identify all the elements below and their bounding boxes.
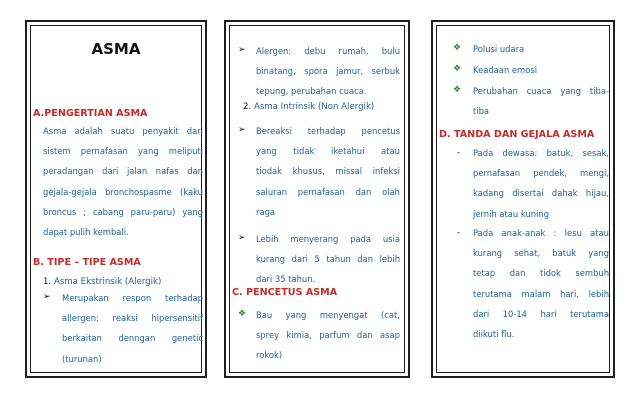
arrow-bullet-icon: ➢ xyxy=(43,292,51,302)
age-description xyxy=(256,229,400,290)
subtype-1-description xyxy=(62,288,203,369)
text-line: Alergen: debu rumah, bulu xyxy=(256,46,400,56)
text-line: rokok) xyxy=(256,350,283,361)
text-line: saluran pernafasan dan olah xyxy=(256,186,400,197)
allergen-list xyxy=(256,41,400,102)
symptom-child xyxy=(473,223,609,344)
diamond-bullet-icon: ❖ xyxy=(453,43,462,53)
subtype-2-text: Asma Intrinsik (Non Alergik) xyxy=(253,102,375,112)
text-line: allergen; reaksi hipersensitif xyxy=(62,313,203,324)
text-line: Polusi udara xyxy=(473,44,525,54)
dash-bullet-icon: - xyxy=(457,228,461,238)
section-c-heading: C. PENCETUS ASMA xyxy=(232,287,338,298)
diamond-bullet-icon: ❖ xyxy=(453,85,462,95)
subtype-1-label xyxy=(43,277,161,287)
dash-bullet-icon: - xyxy=(457,148,461,158)
text-line: terutama malam hari, lebih xyxy=(473,288,609,299)
text-line: sistem pernafasan yang meliputi xyxy=(43,146,203,157)
subtype-1-text: Asma Ekstrinsik (Alergik) xyxy=(53,277,162,287)
subtype-2-number: 2. xyxy=(243,102,252,112)
arrow-bullet-icon: ➢ xyxy=(238,45,246,55)
text-line: gejala-gejala bronchospasme (kaku xyxy=(43,186,203,197)
text-line: sprey kimia, parfum dan asap xyxy=(256,330,400,341)
text-line: tepung, perubahan cuaca. xyxy=(256,86,367,97)
text-line: peradangan dari jalan nafas dan xyxy=(43,166,203,177)
text-line: Lebih menyerang pada usia xyxy=(256,234,400,244)
text-line: kurang dari 5 tahun dan lebih xyxy=(256,254,400,265)
text-line: tiba xyxy=(473,106,490,117)
text-line: tiodak khusus, missal infeksi xyxy=(256,166,400,177)
text-line: (turunan) xyxy=(62,353,102,364)
leaflet-panel-3 xyxy=(431,20,615,378)
arrow-bullet-icon: ➢ xyxy=(238,125,246,135)
trigger-weather xyxy=(473,81,609,121)
text-line: dari 10-14 hari terutama xyxy=(473,308,609,319)
text-line: Bau yang menyengat (cat, xyxy=(256,310,400,320)
text-line: Perubahan cuaca yang tiba- xyxy=(473,86,609,96)
text-line: broncus ; cabang paru-paru) yang xyxy=(43,206,203,217)
text-line: kurang sehat, batuk yang xyxy=(473,248,609,259)
text-line: raga xyxy=(256,206,276,217)
trigger-smell xyxy=(256,305,400,366)
arrow-bullet-icon: ➢ xyxy=(238,233,246,243)
text-line: tetap dan tidok sembuh xyxy=(473,268,609,279)
diamond-bullet-icon: ❖ xyxy=(453,64,462,74)
text-line: Keadaan emosi xyxy=(473,65,538,75)
trigger-emotion xyxy=(473,60,609,80)
leaflet-panel-2 xyxy=(224,20,410,378)
text-line: diikuti flu. xyxy=(473,329,515,340)
text-line: Pada anak-anak : lesu atau xyxy=(473,228,609,238)
section-a-paragraph xyxy=(43,121,203,242)
text-line: dari 35 tahun. xyxy=(256,274,316,285)
trigger-pollution xyxy=(473,39,609,59)
text-line: Asma adalah suatu penyakit dari xyxy=(43,126,203,136)
subtype-2-label xyxy=(243,102,374,112)
leaflet-panel-1 xyxy=(25,20,207,378)
text-line: binatang, spora jamur, serbuk xyxy=(256,66,400,77)
text-line: Pada dewasa: batuk, sesak, xyxy=(473,148,609,158)
text-line: pernafasan pendek, mengi, xyxy=(473,168,609,179)
text-line: berkaitan denngan genetic xyxy=(62,333,203,344)
text-line: dapat pulih kembali. xyxy=(43,227,129,238)
text-line: Bereaksi terhadap pencetus xyxy=(256,126,400,136)
section-a-heading: A.PENGERTIAN ASMA xyxy=(33,108,148,119)
section-b-heading: B. TIPE – TIPE ASMA xyxy=(33,257,141,268)
text-line: jernih atau kuning xyxy=(473,208,550,219)
subtype-2-description xyxy=(256,121,400,222)
diamond-bullet-icon: ❖ xyxy=(238,309,247,319)
text-line: Merupakan respon terhadap xyxy=(62,293,203,303)
section-d-heading: D. TANDA DAN GEJALA ASMA xyxy=(439,129,595,140)
leaflet-title: ASMA xyxy=(91,40,141,58)
text-line: kadang disertai dahak hijau, xyxy=(473,188,609,199)
text-line: yang tidak iketahui atau xyxy=(256,146,400,157)
subtype-1-number: 1. xyxy=(43,277,52,287)
symptom-adult xyxy=(473,143,609,224)
